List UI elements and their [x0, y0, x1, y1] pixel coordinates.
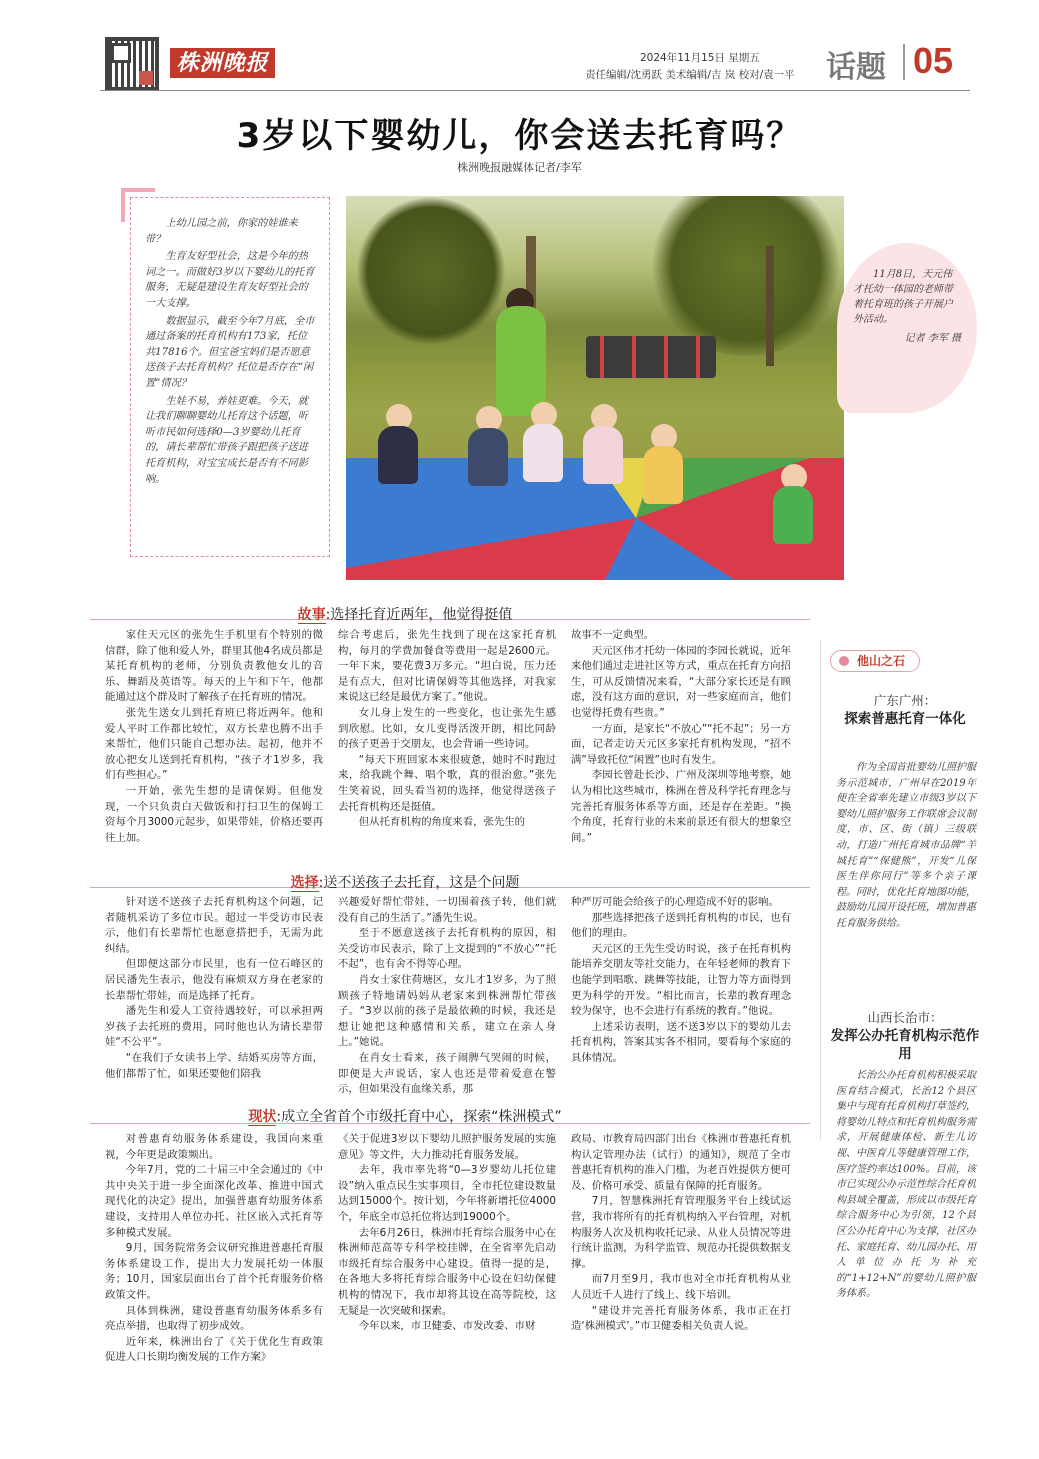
subhead-colon: : — [276, 1109, 282, 1125]
paragraph: 9月，国务院常务会议研究推进普惠托育服务体系建设工作，提出大力发展托幼一体服务；10月，国家层面出台了首个托育服务价格政策文件。 — [105, 1242, 323, 1301]
paragraph: 天元区的王先生受访时说，孩子在托育机构能培养交朋友等社交能力，在年轻老师的教育下也能学到唱歌、跳舞等技能，让智力等方面得到更为科学的开发。“相比而言，长辈的教育理念较为保守，也不会进行有系统的教育。”他说。 — [571, 942, 791, 1018]
paragraph: 上述采访表明，送不送3岁以下的婴幼儿去托育机构，答案其实各不相同，要看每个家庭的具体情况。 — [571, 1020, 791, 1064]
headline: 3岁以下婴幼儿，你会送去托育吗？ — [236, 116, 803, 156]
strollers — [586, 336, 716, 378]
intro-box — [130, 197, 330, 557]
subhead-story — [0, 604, 810, 624]
tree-shape — [646, 196, 844, 356]
news-photo — [346, 196, 844, 580]
intro-paragraph: 生育友好型社会，这是今年的热词之一。而做好3岁以下婴幼儿的托育服务，无疑是建设生育友好型社会的一大支撑。 — [145, 251, 315, 309]
newspaper-logo: 株洲晚报 — [170, 48, 275, 78]
intro-paragraph: 生娃不易，养娃更难。今天，就让我们聊聊婴幼儿托育这个话题，听听市民如何选择0—3岁婴幼儿托育的，请长辈帮忙带孩子跟把孩子送进托育机构，对宝宝成长是否有不同影响。 — [145, 395, 309, 485]
paragraph: 今年7月，党的二十届三中全会通过的《中共中央关于进一步全面深化改革、推进中国式现代化的决定》提出，加强普惠育幼服务体系建设，支持用人单位办托、社区嵌入式托育等多种模式发展。 — [105, 1164, 323, 1239]
paragraph: 但即便这部分市民里，也有一位石峰区的居民潘先生表示，他没有麻烦双方身在老家的长辈帮忙带娃，而是选择了托育。 — [105, 958, 323, 1002]
child-figure — [468, 428, 508, 486]
paragraph: 但从托育机构的角度来看，张先生的 — [358, 816, 526, 829]
child-figure — [523, 424, 563, 482]
article-column — [571, 1132, 791, 1335]
sidebar-body: 作为全国首批婴幼儿照护服务示范城市，广州早在2019年便在全省率先建立市级3岁以下婴幼儿照护服务工作联席会议制度，市、区、街（镇）三级联动，打造广州托育城市品牌“羊城托育”“保健熊”，开发“儿保医生伴你同行”等多个亲子课程。同时，优化托育地图功能，鼓励幼儿园开设托班，增加普惠托育服务供给。 — [836, 762, 976, 929]
header-rule — [100, 90, 970, 91]
teacher-figure — [496, 306, 546, 416]
paragraph: 潘先生和爱人工资待遇较好，可以承担两岁孩子去托班的费用，同时他也认为请长辈带娃“不公平”。 — [105, 1005, 323, 1049]
paragraph: 张先生送女儿到托育班已将近两年。他和爱人平时工作都比较忙，双方长辈也腾不出手来帮忙，他们只能自己想办法。起初，他并不放心把女儿送到托育机构，“孩子才1岁多，我们有些担心。” — [105, 706, 323, 782]
paragraph: 一开始，张先生想的是请保姆。但他发现，一个只负责白天做饭和打扫卫生的保姆工资每个月3000元起步，如果带娃，价格还要再往上加。 — [105, 784, 323, 844]
byline: 株洲晚报融媒体记者/李军 — [457, 161, 582, 174]
article-column — [105, 628, 323, 846]
subhead-title: 成立全省首个市级托育中心，探索“株洲模式” — [281, 1109, 562, 1125]
paragraph: 对普惠育幼服务体系建设，我国向来重视，今年更是政策频出。 — [105, 1133, 323, 1161]
paragraph: 女儿身上发生的一些变化，也让张先生感到欣慰。比如，女儿变得活泼开朗，相比同龄的孩子更善于交朋友，也会背诵一些诗词。 — [338, 706, 556, 751]
sidebar-tab: 他山之石 — [830, 650, 920, 672]
photo-caption: 11月8日，天元伟才托幼一体园的老师带着托育班的孩子开展户外活动。 — [853, 269, 953, 325]
sidebar-heading-guangzhou — [830, 692, 980, 728]
subhead-status — [0, 1106, 810, 1126]
issue-date: 2024年11月15日 星期五 — [640, 52, 760, 64]
subhead-colon: : — [325, 607, 331, 623]
sidebar-body: 长治公办托育机构积极采取医育结合模式，长治12个县区集中与现有托育机构打草签约，将婴幼儿特点和托育机构服务需求，开展健康体检、新生儿访视、中医育儿等健康管理工作，医疗签约率达100%。目前，该市已实现公办示范性综合托育机构县域全覆盖，形成以市级托育综合服务中心为引领，12个县区公办托育中心为支撑，社区办托、家庭托育、幼儿园办托、用人单位办托为补充的“1+12+N”的婴幼儿照护服务体系。 — [836, 1070, 976, 1300]
subhead-title: 选择托育近两年，他觉得挺值 — [330, 607, 513, 623]
page-number: 05 — [913, 40, 954, 81]
paragraph: “在我们子女读书上学、结婚买房等方面，他们都帮了忙，如果还要他们陪我 — [105, 1051, 323, 1080]
article-column — [338, 895, 556, 1098]
paragraph: 肖女士家住荷塘区，女儿才1岁多，为了照顾孩子特地请妈妈从老家来到株洲帮忙带孩子。“3岁以前的孩子是最依赖的时候，我还是想让她把这种感情和关系，建立在亲人身上。”她说。 — [338, 973, 556, 1049]
paragraph: 去年，我市率先将“0—3岁婴幼儿托位建设”纳入重点民生实事项目，全市托位建设数量达到15000个。按计划，今年将新增托位4000个，年底全市总托位将达到19000个。 — [338, 1164, 556, 1223]
paragraph: 至于不愿意送孩子去托育机构的原因，相关受访市民表示，除了上文提到的“不放心”“托不起”，也有舍不得等心理。 — [338, 927, 556, 971]
child-figure — [378, 426, 418, 484]
subhead-tag: 故事 — [297, 607, 326, 623]
paragraph: 具体到株洲，建设普惠育幼服务体系多有亮点举措，也取得了初步成效。 — [105, 1304, 323, 1333]
child-figure — [583, 426, 623, 484]
paragraph: 家住天元区的张先生手机里有个特别的微信群，除了他和爱人外，群里其他4名成员都是某托育机构的老师，分别负责教他女儿的音乐、舞蹈及英语等。每天的上午和下午，他都能通过这个群及时了解孩子在托育班的情况。 — [105, 629, 323, 704]
tree-shape — [356, 196, 506, 346]
subhead-title: 送不送孩子去托育，这是个问题 — [323, 875, 520, 891]
article-column — [571, 895, 791, 1067]
sidebar-divider — [820, 640, 821, 1140]
paragraph: 那些选择把孩子送到托育机构的市民，也有他们的理由。 — [571, 911, 791, 940]
qr-code — [105, 37, 159, 91]
subhead-colon: : — [318, 875, 324, 891]
photo-caption-bubble — [837, 243, 977, 413]
paragraph: 7月，智慧株洲托育管理服务平台上线试运营，我市将所有的托育机构纳入平台管理，对机构服务人次及机构收托记录、从业人员情况等进行统计监测，为科学监管、规范办托提供数据支撑。 — [571, 1195, 791, 1270]
sidebar-place: 广东广州： — [873, 693, 937, 708]
sidebar-title: 发挥公办托育机构示范作用 — [830, 1028, 980, 1062]
paragraph: 天元区伟才托幼一体园的李园长就说，近年来他们通过走进社区等方式，重点在托育方向招生，可从反馈情况来看，“大部分家长还是有顾虑，没有这方面的意识，对一些家庭而言，他们也觉得托费有些贵。” — [571, 644, 791, 719]
paragraph: 政局、市教育局四部门出台《株洲市普惠托育机构认定管理办法（试行）的通知》，规范了全市普惠托育机构的准入门槛，为老百姓提供方便可及、价格可承受、质量有保障的托育服务。 — [571, 1133, 791, 1192]
tree-trunk — [766, 246, 774, 366]
paragraph: 而7月至9月，我市也对全市托育机构从业人员近千人进行了线上、线下培训。 — [571, 1273, 791, 1301]
article-column — [338, 1132, 556, 1335]
subhead-choice — [0, 872, 810, 892]
sidebar-heading-changzhi — [830, 1009, 980, 1063]
subhead-tag: 选择 — [290, 875, 319, 891]
paragraph: 针对送不送孩子去托育机构这个问题，记者随机采访了多位市民。超过一半受访市民表示，他们有长辈帮忙也愿意搭把手，无需为此纠结。 — [105, 896, 323, 955]
paragraph: 一方面，是家长“不放心”“托不起”；另一方面，记者走访天元区多家托育机构发现，“招不满”导致托位“闲置”也时有发生。 — [571, 722, 791, 766]
paragraph: 去年6月26日，株洲市托育综合服务中心在株洲师范高等专科学校挂牌，在全省率先启动市级托育综合服务中心建设。值得一提的是，在各地大多将托育综合服务中心设在妇幼保健机构的情况下，我市却将其设在高等院校，这无疑是一次突破和探索。 — [338, 1226, 556, 1317]
paragraph: 综合考虑后，张先生找到了现在这家托育机构，每月的学费加餐食等费用一起是2600元。一年下来，要花费3万多元。“坦白说，压力还是有点大，但对比请保姆等其他选择，对我家来说这已经是最优方案了。”他说。 — [338, 629, 556, 704]
sidebar-title: 探索普惠托育一体化 — [844, 711, 966, 727]
article-column — [571, 628, 791, 846]
paragraph: 兴趣爱好帮忙带娃，一切围着孩子转，他们就没有自己的生活了。”潘先生说。 — [338, 896, 556, 924]
paragraph: 李园长曾赴长沙、广州及深圳等地考察，她认为相比这些城市，株洲在普及科学托育理念与完善托育服务体系等方面，还是存在差距。“换个角度，托育行业的未来前景还有很大的想象空间。” — [571, 769, 791, 844]
intro-paragraph: 数据显示，截至今年7月底，全市通过备案的托育机构有173家，托位共17816个。但宝爸宝妈们是否愿意送孩子去托育机构？托位是否存在“闲置”情况？ — [145, 315, 315, 389]
child-figure — [773, 486, 813, 544]
subhead-tag: 现状 — [248, 1109, 277, 1125]
sidebar-place: 山西长治市： — [867, 1010, 943, 1025]
paragraph: 今年以来，市卫健委、市发改委、市财 — [358, 1320, 536, 1333]
article-column — [105, 895, 323, 1082]
paragraph: 种严厉可能会给孩子的心理造成不好的影响。 — [571, 896, 779, 908]
child-figure — [643, 446, 683, 504]
article-column — [105, 1132, 323, 1366]
intro-paragraph: 上幼儿园之前，你家的娃谁来带？ — [145, 218, 298, 245]
article-column — [338, 628, 556, 831]
header-divider — [903, 44, 905, 80]
paragraph: 《关于促进3岁以下婴幼儿照护服务发展的实施意见》等文件，大力推动托育服务发展。 — [338, 1133, 556, 1161]
paragraph: 在肖女士看来，孩子闹脾气哭闹的时候，即便是大声说话，家人也还是带着爱意在警示，但如果没有血缘关系，那 — [338, 1051, 556, 1096]
section-label: 话题 — [826, 50, 886, 85]
paragraph: “每天下班回家本来很疲惫，她时不时跑过来，给我跳个舞、唱个歌，真的很治愈。”张先生笑着说，回头看当初的选择，他觉得送孩子去托育机构还是挺值。 — [338, 753, 556, 813]
photo-credit: 记者 李军 摄 — [904, 333, 961, 344]
paragraph: 故事不一定典型。 — [571, 629, 655, 641]
editor-credits: 责任编辑/沈勇跃 美术编辑/吉 岚 校对/袁一平 — [585, 69, 795, 81]
paragraph: 近年来，株洲出台了《关于优化生育政策促进人口长期均衡发展的工作方案》 — [105, 1335, 323, 1364]
paragraph: “建设并完善托育服务体系，我市正在打造‘株洲模式’。”市卫健委相关负责人说。 — [571, 1304, 791, 1333]
